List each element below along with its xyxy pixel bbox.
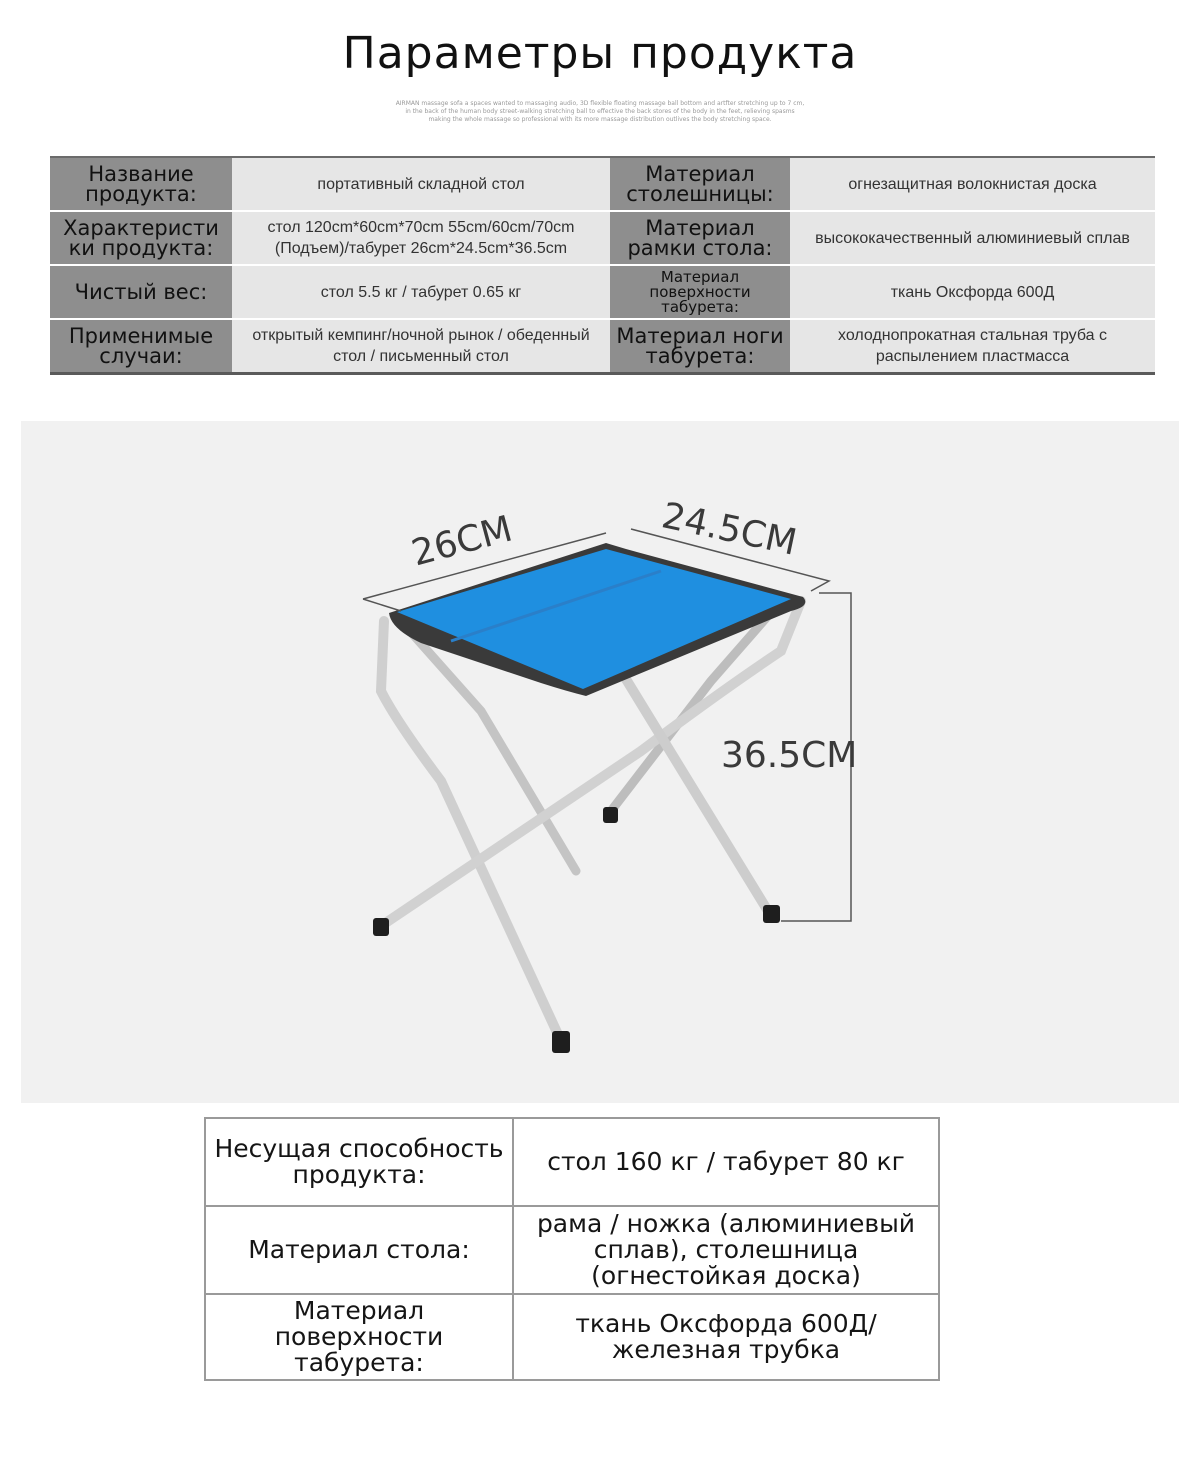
subtitle-line: in the back of the human body street-walking stretching ball to effective the back stores of the body in the feet, relieving spasms bbox=[405, 108, 795, 115]
capacity-key: Несущая способность продукта: bbox=[205, 1118, 513, 1206]
spec-table bbox=[50, 156, 1155, 375]
spec-row bbox=[50, 211, 1155, 265]
page-subtitle bbox=[360, 100, 840, 124]
spec-label: Материал рамки стола: bbox=[610, 211, 790, 265]
front-leg-left bbox=[381, 621, 561, 1041]
capacity-row bbox=[205, 1294, 939, 1380]
spec-value: стол 120cm*60cm*70cm 55cm/60cm/70cm (Подъем)/табурет 26cm*24.5cm*36.5cm bbox=[232, 211, 610, 265]
spec-value: ткань Оксфорда 600Д bbox=[790, 265, 1155, 319]
spec-label: Применимые случаи: bbox=[50, 319, 232, 374]
spec-value: холоднопрокатная стальная труба с распылением пластмасса bbox=[790, 319, 1155, 374]
spec-value: огнезащитная волокнистая доска bbox=[790, 157, 1155, 211]
capacity-value: ткань Оксфорда 600Д/железная трубка bbox=[513, 1294, 939, 1380]
spec-label: Материал поверхности табурета: bbox=[610, 265, 790, 319]
stool-illustration bbox=[21, 421, 1179, 1103]
seat-fabric bbox=[397, 549, 791, 689]
spec-label: Характеристи ки продукта: bbox=[50, 211, 232, 265]
capacity-key: Материал поверхности табурета: bbox=[205, 1294, 513, 1380]
spec-label: Материал ноги табурета: bbox=[610, 319, 790, 374]
page-title: Параметры продукта bbox=[342, 28, 858, 79]
capacity-table bbox=[204, 1117, 940, 1381]
spec-label: Материал столешницы: bbox=[610, 157, 790, 211]
subtitle-line: making the whole massage so professional with its more massage distribution outlives the body stretching space. bbox=[428, 116, 772, 123]
subtitle-line: AIRMAN massage sofa a spaces wanted to massaging audio, 3D flexible floating massage ball bottom and artfter stretching up to 7 cm, bbox=[395, 100, 805, 107]
capacity-row bbox=[205, 1206, 939, 1294]
capacity-row bbox=[205, 1118, 939, 1206]
foot-cap bbox=[603, 807, 618, 823]
spec-value: стол 5.5 кг / табурет 0.65 кг bbox=[232, 265, 610, 319]
spec-row bbox=[50, 319, 1155, 374]
spec-label: Чистый вес: bbox=[50, 265, 232, 319]
spec-value: открытый кемпинг/ночной рынок / обеденный стол / письменный стол bbox=[232, 319, 610, 374]
spec-label: Название продукта: bbox=[50, 157, 232, 211]
product-photo bbox=[21, 421, 1179, 1103]
spec-value: высококачественный алюминиевый сплав bbox=[790, 211, 1155, 265]
foot-cap bbox=[373, 918, 389, 936]
spec-row bbox=[50, 265, 1155, 319]
spec-value: портативный складной стол bbox=[232, 157, 610, 211]
dimension-depth: 24.5CM bbox=[658, 495, 801, 564]
capacity-value: рама / ножка (алюминиевый сплав), столешница (огнестойкая доска) bbox=[513, 1206, 939, 1294]
spec-row bbox=[50, 157, 1155, 211]
capacity-key: Материал стола: bbox=[205, 1206, 513, 1294]
capacity-value: стол 160 кг / табурет 80 кг bbox=[513, 1118, 939, 1206]
foot-cap bbox=[763, 905, 780, 923]
dim-line-width-tick bbox=[363, 599, 401, 611]
dimension-height: 36.5CM bbox=[721, 735, 858, 776]
dimension-width: 26CM bbox=[407, 508, 517, 575]
foot-cap bbox=[552, 1031, 570, 1053]
